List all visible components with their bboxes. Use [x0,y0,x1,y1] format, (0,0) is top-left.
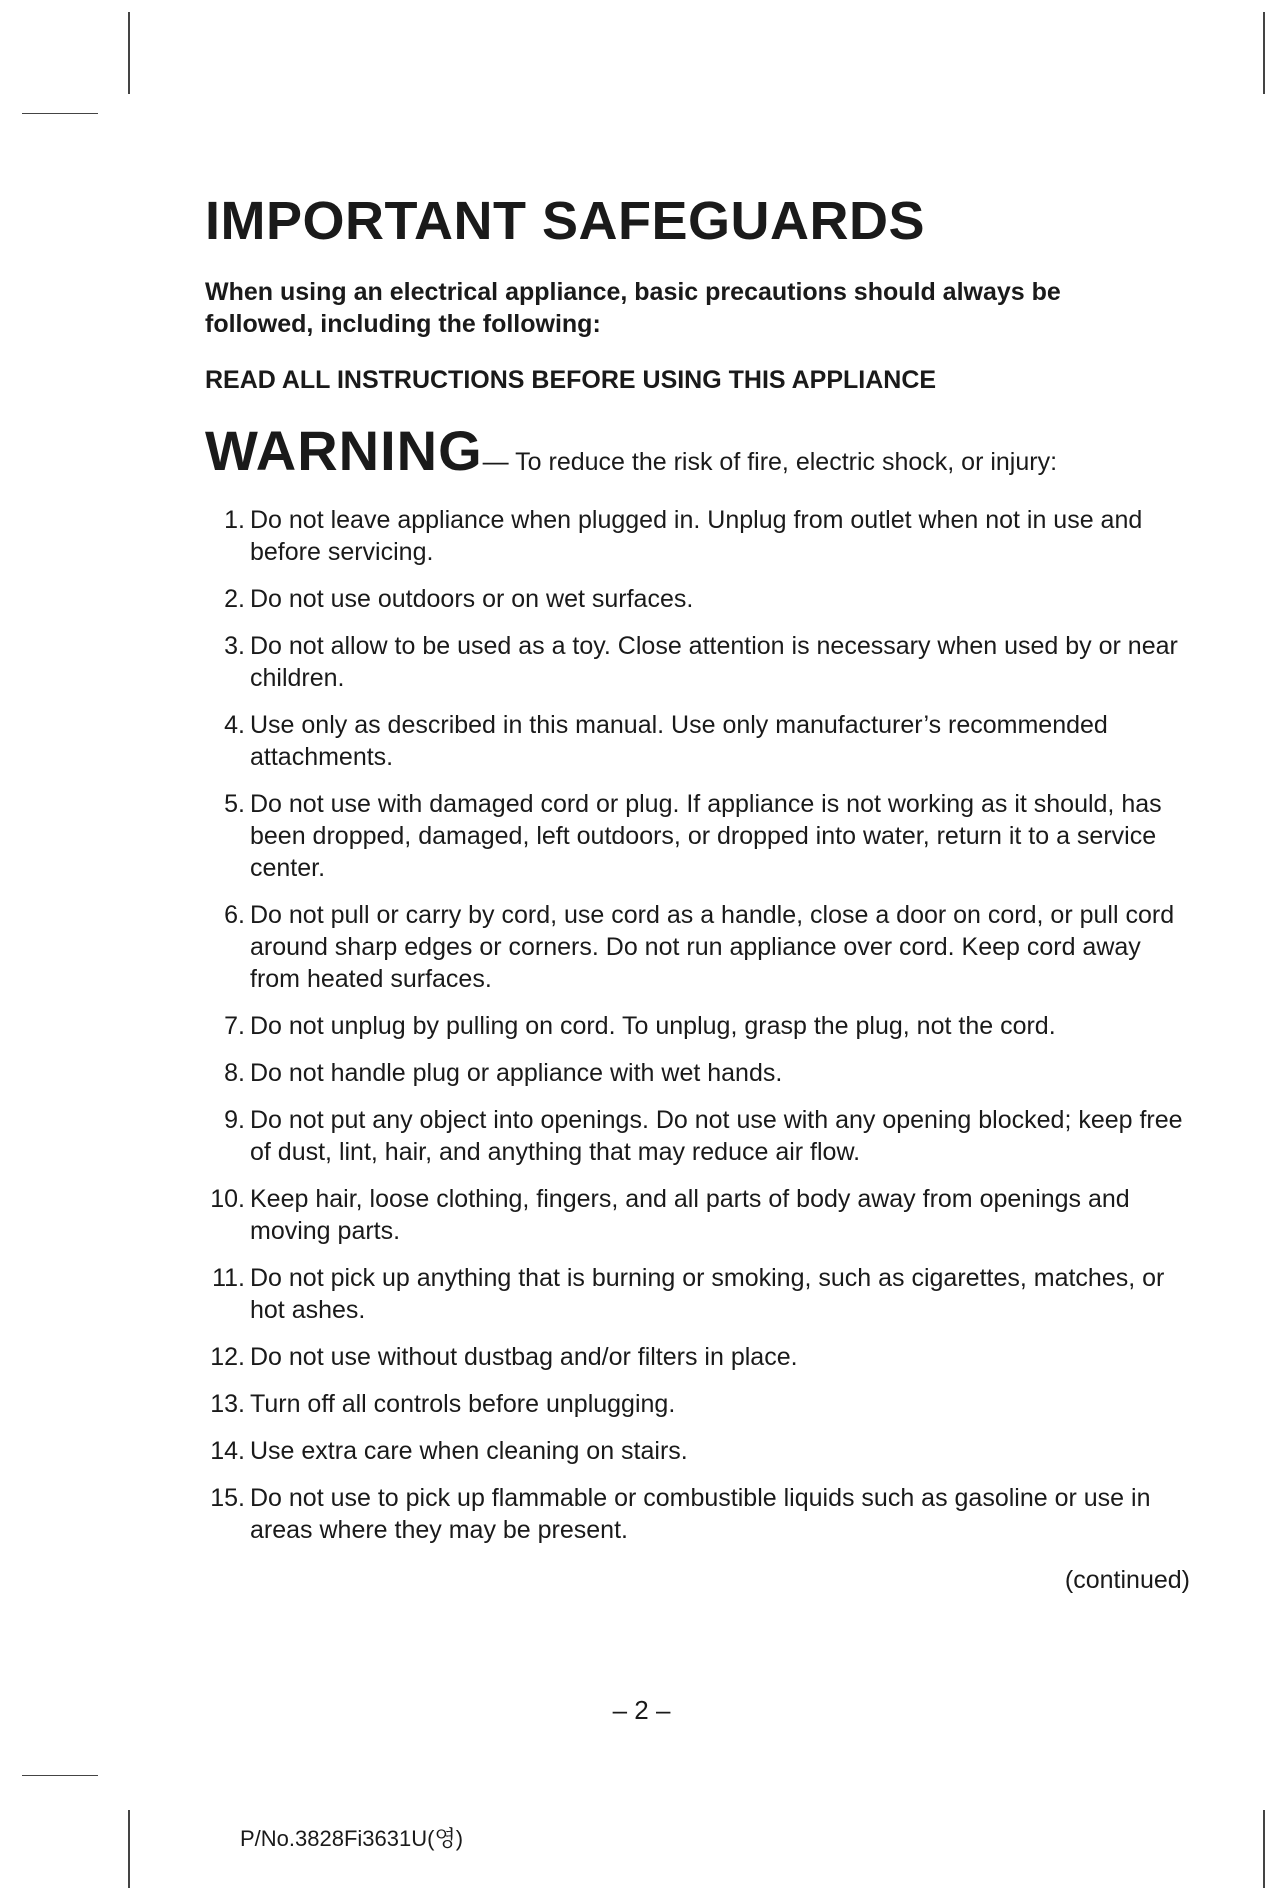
item-number: 11. [212,1264,245,1292]
item-number: 3. [224,632,245,660]
part-number: P/No.3828Fi3631U(영) [240,1826,464,1851]
crop-mark-bottom-left [128,1810,130,1888]
crop-mark-top-left [128,12,130,94]
item-number: 9. [224,1106,245,1134]
crop-mark-bottom-left-h [22,1775,98,1776]
continued-note: (continued) [1064,1566,1190,1594]
list-item [205,1341,1190,1373]
warning-text: To reduce the risk of fire, electric shock, or injury: [508,448,1058,476]
item-number: 2. [224,585,245,613]
item-text: Do not use with damaged cord or plug. If appliance is not working as it should, has been dropped, damaged, left outdoors, or dropped into water, return it to a service center. [250,790,1162,882]
item-number: 12. [210,1343,245,1371]
item-text: Use only as described in this manual. Use only manufacturer’s recommended attachments. [250,711,1108,771]
list-item [205,788,1190,884]
warning-line [205,418,1057,483]
item-number: 15. [210,1484,245,1512]
item-text: Do not pull or carry by cord, use cord as a handle, close a door on cord, or pull cord around sharp edges or corners. Do not run appliance over cord. Keep cord away from heated surfaces. [250,901,1175,993]
list-item [205,1435,1190,1467]
item-number: 6. [224,901,245,929]
crop-mark-top-right [1263,12,1265,94]
list-item [205,1388,1190,1420]
warning-dash: — [482,446,509,476]
list-item [205,1262,1190,1326]
item-number: 5. [224,790,245,818]
list-item [205,630,1190,694]
item-text: Keep hair, loose clothing, fingers, and all parts of body away from openings and moving parts. [250,1185,1130,1245]
list-item [205,504,1190,568]
crop-mark-bottom-right [1263,1810,1265,1888]
warning-word: WARNING [205,419,483,482]
item-text: Do not unplug by pulling on cord. To unplug, grasp the plug, not the cord. [250,1012,1056,1040]
item-number: 8. [224,1059,245,1087]
list-item [205,899,1190,995]
item-number: 14. [210,1437,245,1465]
list-item [205,1057,1190,1089]
item-text: Do not use outdoors or on wet surfaces. [250,585,694,613]
item-number: 7. [224,1012,245,1040]
safeguard-list [205,504,1190,1561]
list-item [205,709,1190,773]
item-text: Turn off all controls before unplugging. [250,1390,676,1418]
item-text: Do not pick up anything that is burning or smoking, such as cigarettes, matches, or hot ashes. [250,1264,1165,1324]
item-text: Do not put any object into openings. Do not use with any opening blocked; keep free of dust, lint, hair, and anything that may reduce air flow. [250,1106,1183,1166]
item-text: Do not use to pick up flammable or combustible liquids such as gasoline or use in areas where they may be present. [250,1484,1151,1544]
intro-text: When using an electrical appliance, basic precautions should always be followed, including the following: [205,278,1061,338]
crop-mark-top-left-h [22,113,98,114]
list-item [205,1104,1190,1168]
page-number: – 2 – [612,1695,671,1725]
item-number: 13. [210,1390,245,1418]
read-all-instructions: READ ALL INSTRUCTIONS BEFORE USING THIS APPLIANCE [205,366,937,394]
item-number: 1. [224,506,245,534]
list-item [205,1482,1190,1546]
item-text: Do not handle plug or appliance with wet hands. [250,1059,783,1087]
item-text: Do not use without dustbag and/or filters in place. [250,1343,798,1371]
item-number: 4. [224,711,245,739]
list-item [205,1010,1190,1042]
page-title: IMPORTANT SAFEGUARDS [205,191,925,251]
item-text: Do not allow to be used as a toy. Close attention is necessary when used by or near children. [250,632,1178,692]
list-item [205,583,1190,615]
item-number: 10. [210,1185,245,1213]
item-text: Do not leave appliance when plugged in. Unplug from outlet when not in use and before servicing. [250,506,1143,566]
list-item [205,1183,1190,1247]
item-text: Use extra care when cleaning on stairs. [250,1437,688,1465]
